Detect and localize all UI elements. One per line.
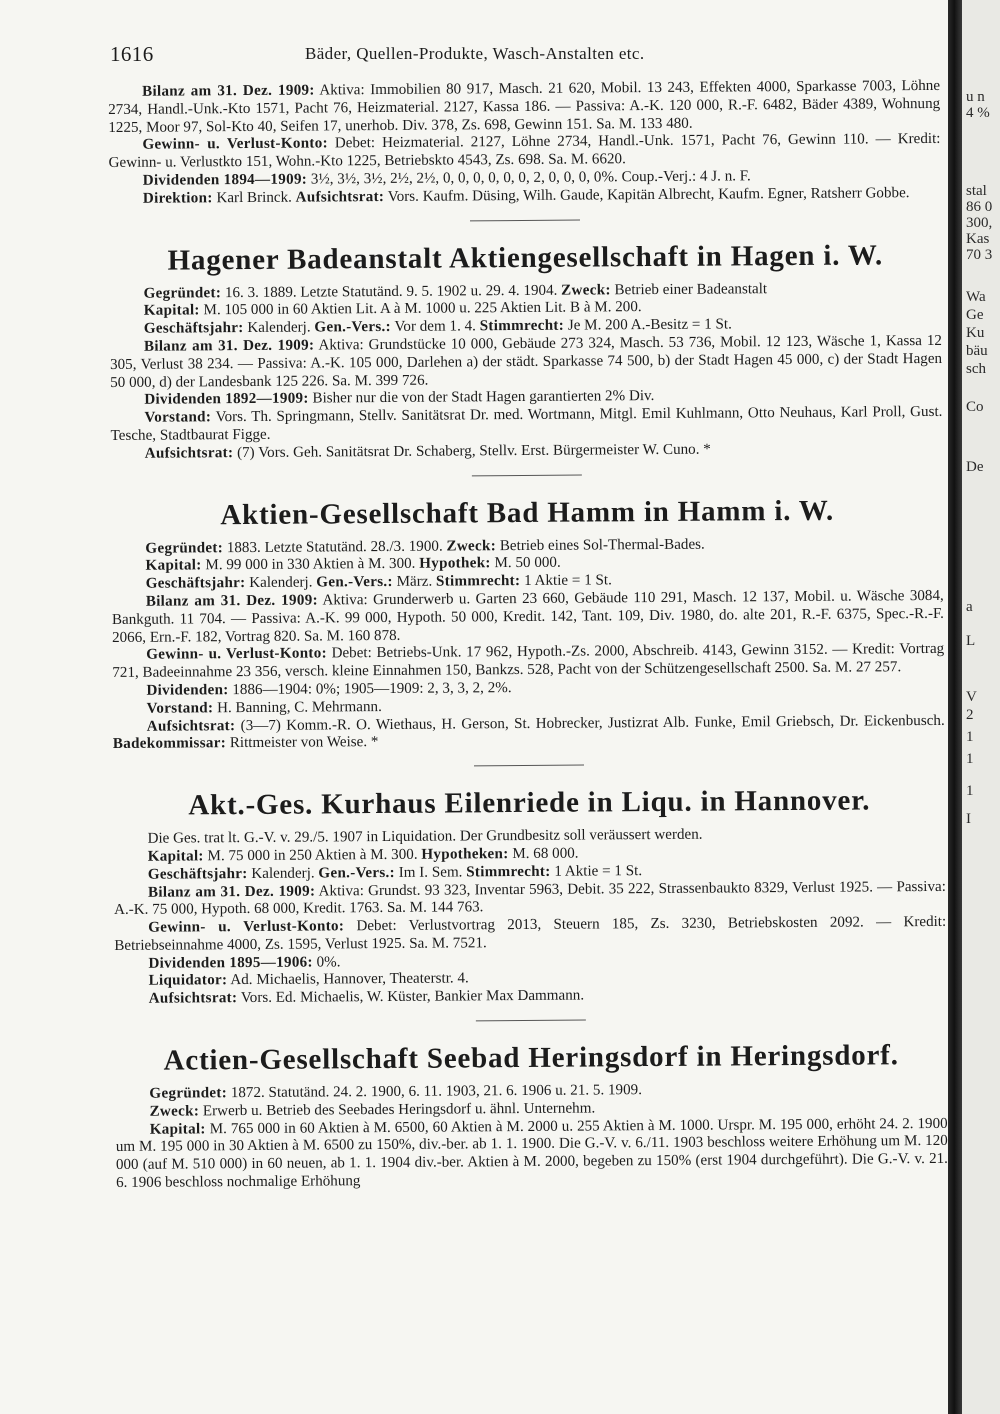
field-label: Gewinn- u. Verlust-Konto: — [146, 645, 327, 664]
field-text: Vors. Th. Springmann, Stellv. Sanitätsrat Dr. med. Wortmann, Mitgl. Emil Kuhlmann, Otto Neuhaus, Karl Proll, Gust. Tesche, Stadtbaurat Figge. — [110, 404, 943, 444]
field-label: Stimmrecht: — [466, 863, 551, 881]
field-label: Dividenden: — [146, 682, 229, 699]
section-divider — [476, 1020, 586, 1022]
field-text: 0%. — [312, 954, 341, 971]
field-label: Kapital: — [145, 557, 202, 575]
field-label: Geschäftsjahr: — [143, 320, 244, 337]
field-label: Aufsichtsrat: — [144, 444, 234, 462]
company-heading: Akt.-Ges. Kurhaus Eilenriede in Liqu. in Hannover. — [188, 784, 871, 822]
field-label: Gegründet: — [143, 284, 222, 302]
field-text: Aktiva: Grundstücke 10 000, Gebäude 273 324, Masch. 53 736, Mobil. 12 123, Wäsche 1, Kassa 12 305, Verlust 38 234. — Passiva: A.-K. 105 000, Darlehen a) der städt. Sparkasse 74 500, b) der Stadt Hagen 45 000, c) der Stadt Hagen 50 000, d) der Landesbank 125 226. Sa. M. 399 726. — [109, 332, 943, 391]
field-label: Hypotheken: — [421, 845, 509, 863]
field-text: Erwerb u. Betrieb des Seebades Heringsdorf u. ähnl. Unternehm. — [199, 1100, 596, 1120]
field-label: Gewinn- u. Verlust-Konto: — [148, 918, 345, 936]
field-label: Bilanz am 31. Dez. 1909: — [145, 592, 318, 610]
field-text: M. 105 000 in 60 Aktien Lit. A à M. 1000 u. 225 Aktien Lit. B à M. 200. — [199, 299, 642, 319]
adjacent-page-fragment: 2 — [966, 707, 974, 723]
section-divider — [472, 474, 582, 476]
field-text: 16. 3. 1889. Letzte Statutänd. 9. 5. 1902 u. 29. 4. 1904. — [221, 282, 562, 301]
entry-paragraph — [116, 1116, 948, 1193]
field-text: M. 68 000. — [508, 845, 579, 862]
field-text: M. 50 000. — [490, 555, 561, 572]
field-label: Zweck: — [149, 1103, 200, 1120]
adjacent-page-fragment: Kas — [966, 231, 990, 247]
adjacent-page-fragment: Co — [966, 399, 984, 415]
field-label: Aufsichtsrat: — [295, 188, 385, 206]
adjacent-page-fragment: bäu — [966, 343, 988, 359]
entry-paragraph — [114, 878, 946, 920]
field-label: Kapital: — [143, 302, 200, 320]
adjacent-page-fragment: I — [966, 811, 971, 827]
field-text: M. 765 000 in 60 Aktien à M. 6500, 60 Aktien à M. 2000 u. 255 Aktien à M. 1000. Urspr. M. 195 000, erhöht 24. 2. 1900 um M. 195 000 in 30 Aktien à M. 6500 zu 150%, div.-ber. ab 1. 1. 1900. Die G.-V. v. 6./11. 1903 beschloss weitere Erhöhung um M. 120 000 (auf M. 510 000) in 60 neuen, ab 1. 1. 1904 div.-ber. Aktien à M. 2000, begeben zu 150% (erst 1904 durchgeführt). Die G.-V. v. 21. 6. 1906 beschloss nochmalige Erhöhung — [115, 1115, 948, 1192]
entry-s0 — [108, 78, 941, 224]
company-heading: Aktien-Gesellschaft Bad Hamm in Hamm i. W. — [220, 494, 835, 531]
page-content — [108, 78, 948, 1193]
field-text: M. 99 000 in 330 Aktien à M. 300. — [201, 556, 420, 574]
field-text: 1 Aktie = 1 St. — [520, 572, 612, 590]
adjacent-page-fragment: 86 0 — [966, 199, 993, 215]
field-text: (7) Vors. Geh. Sanitätsrat Dr. Schaberg, Stellv. Erst. Bürgermeister W. Cuno. * — [233, 441, 711, 461]
field-label: Liquidator: — [148, 972, 228, 990]
adjacent-page-fragment: De — [966, 459, 984, 475]
field-text: 1886—1904: 0%; 1905—1909: 2, 3, 3, 2, 2%. — [228, 679, 512, 699]
company-heading: Hagener Badeanstalt Aktiengesellschaft in Hagen i. W. — [167, 238, 884, 277]
field-label: Direktion: — [142, 190, 213, 207]
entry-s1 — [109, 237, 943, 478]
adjacent-page-fragment: Ku — [966, 325, 985, 341]
field-text: Je M. 200 A.-Besitz = 1 St. — [563, 316, 732, 334]
field-text: Betrieb einer Badeanstalt — [610, 280, 768, 298]
adjacent-page-fragment: 1 — [966, 729, 974, 745]
adjacent-page-fragment: L — [966, 633, 976, 649]
field-text: Kalenderj. — [247, 865, 319, 882]
field-text: Debet: Heizmaterial. 2127, Löhne 2734, Handl.-Unk. 1571, Pacht 76, Gewinn 110. — Kredit: Gewinn- u. Verlustkto 151, Wohn.-Kto 1225, Betriebskto 4543, Zs. 698. Sa. M. 6620. — [108, 131, 941, 172]
adjacent-page-fragment: 1 — [966, 783, 974, 799]
adjacent-page-fragment: 4 % — [966, 105, 990, 121]
field-text: Karl Brinck. — [212, 189, 296, 207]
field-text: Aktiva: Grunderwerb u. Garten 23 660, Gebäude 110 291, Masch. 12 137, Mobil. u. Wäsche 3084, Bankguth. 11 704. — Passiva: A.-K. 99 000, Hypoth. 50 000, Kredit. 142, Tant. 109, Div. 1980, do. alte 201, R.-F. 6375, Spec.-R.-F. 2066, Ern.-F. 182, Vortrag 820. Sa. M. 160 878. — [111, 587, 944, 646]
field-label: Gewinn- u. Verlust-Konto: — [142, 135, 328, 154]
field-label: Dividenden 1892—1909: — [144, 390, 309, 409]
entry-s2 — [111, 492, 945, 769]
field-text: Rittmeister von Weise. * — [225, 734, 379, 752]
field-text: 1883. Letzte Statutänd. 28./3. 1900. — [222, 538, 447, 556]
field-label: Vorstand: — [146, 699, 214, 717]
adjacent-page-fragment: stal — [966, 183, 987, 199]
entry-paragraph — [114, 914, 946, 956]
field-text: Im I. Sem. — [394, 864, 467, 881]
field-text: Aktiva: Immobilien 80 917, Masch. 21 620, Mobil. 13 243, Effekten 4000, Sparkasse 7003, Löhne 2734, Handl.-Unk.-Kto 1571, Pacht 76, Heizmaterial. 2127, Kassa 186. — Passiva: A.-K. 120 000, R.-F. 6482, Bäder 4389, Wohnung 1225, Moor 97, Sol-Kto 40, Seifen 17, unerhob. Div. 378, Zs. 698, Gewinn 151. Sa. M. 133 480. — [108, 77, 941, 136]
header-title: Bäder, Quellen-Produkte, Wasch-Anstalten etc. — [305, 44, 645, 63]
field-text: Kalenderj. — [243, 319, 315, 337]
entry-paragraph — [113, 712, 945, 754]
field-text: Aktiva: Grundst. 93 323, Inventar 5963, Debit. 35 222, Strassenbaukto 8329, Verlust 1925. — Passiva: A.-K. 75 000, Hypoth. 68 000, Kredit. 1763. Sa. M. 144 763. — [113, 878, 946, 919]
field-text: Vors. Ed. Michaelis, W. Küster, Bankier Max Dammann. — [237, 987, 585, 1007]
page-number: 1616 — [110, 42, 154, 66]
field-label: Aufsichtsrat: — [146, 717, 236, 735]
field-label: Bilanz am 31. Dez. 1909: — [147, 883, 316, 901]
field-text: Betrieb eines Sol-Thermal-Bades. — [495, 536, 705, 554]
entry-s4 — [115, 1038, 948, 1193]
field-label: Gen.-Vers.: — [316, 574, 393, 591]
field-text: Kalenderj. — [245, 574, 317, 592]
field-label: Bilanz am 31. Dez. 1909: — [143, 337, 315, 355]
adjacent-page-fragment: 70 3 — [966, 247, 993, 263]
field-text: H. Banning, C. Mehrmann. — [213, 698, 382, 716]
field-label: Aufsichtsrat: — [148, 990, 238, 1008]
field-label: Bilanz am 31. Dez. 1909: — [141, 82, 315, 100]
field-text: 1 Aktie = 1 St. — [550, 862, 643, 880]
field-text: 1872. Statutänd. 24. 2. 1900, 6. 11. 1903, 21. 6. 1906 u. 21. 5. 1909. — [226, 1082, 643, 1102]
field-label: Dividenden 1895—1906: — [148, 954, 313, 972]
adjacent-page-fragment: Ge — [966, 307, 984, 323]
field-label: Zweck: — [561, 281, 611, 299]
adjacent-page-fragment: u n — [966, 89, 985, 105]
field-label: Gen.-Vers.: — [318, 864, 395, 882]
adjacent-page-fragment: a — [966, 599, 973, 615]
entry-paragraph — [110, 404, 942, 446]
adjacent-page-fragment: sch — [966, 361, 986, 377]
field-label: Kapital: — [147, 848, 204, 865]
book-gutter — [948, 0, 962, 1414]
adjacent-page-fragment: 300, — [966, 215, 993, 231]
field-text: Vors. Kaufm. Düsing, Wilh. Gaude, Kapitän Albrecht, Kaufm. Egner, Ratsherr Gobbe. — [384, 184, 910, 205]
entry-paragraph — [108, 78, 940, 137]
field-text: Debet: Verlustvortrag 2013, Steuern 185, Zs. 3230, Betriebskosten 2092. — Kredit: Betriebseinnahme 4000, Zs. 1595, Verlust 1925. Sa. M. 7521. — [114, 913, 947, 954]
field-label: Vorstand: — [144, 409, 212, 426]
field-text: Die Ges. trat lt. G.-V. v. 29./5. 1907 in Liquidation. Der Grundbesitz soll veräussert werden. — [147, 826, 703, 847]
section-divider — [474, 765, 584, 767]
adjacent-page-fragment: V — [966, 689, 977, 705]
field-text: 3½, 3½, 3½, 2½, 2½, 0, 0, 0, 0, 0, 0, 2, 0, 0, 0, 0%. Coup.-Verj.: 4 J. n. F. — [307, 168, 751, 188]
field-text: Vor dem 1. 4. — [390, 318, 480, 336]
field-label: Badekommissar: — [112, 735, 227, 753]
field-label: Gegründet: — [149, 1085, 228, 1102]
field-label: Gegründet: — [145, 539, 224, 557]
field-text: (3—7) Komm.-R. O. Wiethaus, H. Gerson, St. Hobrecker, Justizrat Alb. Funke, Emil Griebsch, Dr. Eickenbusch. — [235, 712, 945, 734]
entry-paragraph — [112, 641, 944, 683]
adjacent-page-fragment: Wa — [966, 289, 986, 305]
running-header — [110, 40, 940, 68]
field-text: Bisher nur die von der Stadt Hagen garantierten 2% Div. — [308, 388, 655, 407]
field-label: Gen.-Vers.: — [314, 319, 391, 336]
field-label: Zweck: — [446, 537, 497, 555]
entry-paragraph — [110, 333, 942, 392]
entry-paragraph — [108, 131, 940, 173]
field-text: März. — [392, 573, 437, 591]
field-label: Geschäftsjahr: — [147, 865, 248, 883]
entry-paragraph — [112, 588, 944, 647]
entry-s3 — [113, 783, 947, 1024]
company-heading: Actien-Gesellschaft Seebad Heringsdorf in Heringsdorf. — [163, 1039, 899, 1077]
field-label: Stimmrecht: — [435, 573, 521, 590]
field-text: M. 75 000 in 250 Aktien à M. 300. — [203, 846, 422, 865]
field-text: Debet: Betriebs-Unk. 17 962, Hypoth.-Zs. 2000, Abschreib. 4143, Gewinn 3152. — Kredit: Vortrag 721, Badeeinnahme 23 356, versch. kleine Einnahmen 150, Bankzs. 528, Pacht von der Schützengesellschaft 2500. Sa. M. 27 257. — [112, 641, 945, 682]
field-label: Geschäftsjahr: — [145, 575, 246, 592]
section-divider — [470, 219, 580, 221]
adjacent-page-fragment: 1 — [966, 751, 974, 767]
adjacent-page-edge — [962, 0, 1000, 1414]
field-label: Hypothek: — [419, 555, 491, 573]
field-label: Dividenden 1894—1909: — [142, 171, 308, 189]
field-label: Kapital: — [149, 1120, 206, 1138]
field-label: Stimmrecht: — [479, 317, 565, 335]
field-text: Ad. Michaelis, Hannover, Theaterstr. 4. — [227, 970, 469, 989]
